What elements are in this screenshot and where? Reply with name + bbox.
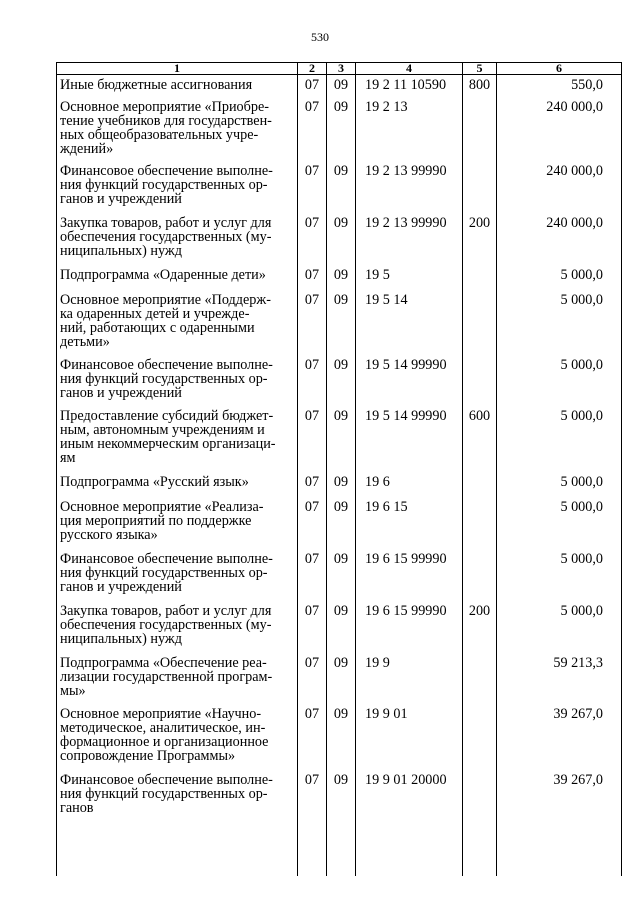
cell-subsection: 09	[327, 600, 356, 652]
cell-target-code: 19 5 14 99990	[356, 405, 463, 471]
cell-section: 07	[298, 703, 327, 769]
cell-subsection: 09	[327, 548, 356, 600]
cell-section: 07	[298, 289, 327, 354]
table-row	[57, 160, 622, 212]
table-row	[57, 703, 622, 769]
cell-expense-type: 800	[463, 75, 497, 97]
cell-subsection: 09	[327, 289, 356, 354]
cell-subsection: 09	[327, 212, 356, 264]
cell-section: 07	[298, 471, 327, 496]
cell-name: Основное мероприятие «Поддерж- ка одаренных детей и учрежде- ний, работающих с одаренными детьми»	[57, 289, 298, 354]
cell-section: 07	[298, 600, 327, 652]
cell-name: Основное мероприятие «Приобре- тение учебников для государствен- ных общеобразовательных учре- ждений»	[57, 96, 298, 160]
spacer-cell	[497, 836, 622, 876]
cell-expense-type	[463, 496, 497, 548]
table-row	[57, 600, 622, 652]
cell-name: Подпрограмма «Обеспечение реа- лизации государственной програм- мы»	[57, 652, 298, 703]
header-col-5: 5	[463, 63, 497, 75]
header-col-3: 3	[327, 63, 356, 75]
spacer-cell	[57, 836, 298, 876]
table-row	[57, 264, 622, 289]
cell-amount: 5 000,0	[497, 600, 622, 652]
cell-subsection: 09	[327, 703, 356, 769]
cell-target-code: 19 5 14	[356, 289, 463, 354]
table-spacer-row	[57, 836, 622, 876]
cell-name: Закупка товаров, работ и услуг для обеспечения государственных (му- ниципальных) нужд	[57, 212, 298, 264]
cell-amount: 5 000,0	[497, 471, 622, 496]
page-number: 530	[311, 30, 329, 44]
cell-expense-type	[463, 703, 497, 769]
cell-expense-type: 600	[463, 405, 497, 471]
cell-target-code: 19 2 13 99990	[356, 212, 463, 264]
table-row	[57, 548, 622, 600]
table-row	[57, 96, 622, 160]
table-row	[57, 354, 622, 405]
cell-section: 07	[298, 652, 327, 703]
cell-section: 07	[298, 160, 327, 212]
cell-amount: 5 000,0	[497, 264, 622, 289]
header-col-4: 4	[356, 63, 463, 75]
cell-target-code: 19 6 15 99990	[356, 600, 463, 652]
cell-name: Финансовое обеспечение выполне- ния функций государственных ор- ганов	[57, 769, 298, 836]
budget-table	[56, 62, 622, 876]
cell-amount: 240 000,0	[497, 212, 622, 264]
cell-expense-type	[463, 652, 497, 703]
cell-subsection: 09	[327, 652, 356, 703]
cell-subsection: 09	[327, 496, 356, 548]
cell-expense-type: 200	[463, 600, 497, 652]
cell-amount: 39 267,0	[497, 703, 622, 769]
cell-target-code: 19 5 14 99990	[356, 354, 463, 405]
cell-subsection: 09	[327, 354, 356, 405]
cell-name: Финансовое обеспечение выполне- ния функций государственных ор- ганов и учреждений	[57, 354, 298, 405]
cell-amount: 5 000,0	[497, 405, 622, 471]
table-body	[57, 75, 622, 877]
cell-subsection: 09	[327, 405, 356, 471]
cell-expense-type	[463, 264, 497, 289]
cell-section: 07	[298, 548, 327, 600]
header-row	[57, 63, 622, 75]
cell-subsection: 09	[327, 264, 356, 289]
cell-expense-type	[463, 160, 497, 212]
cell-target-code: 19 2 13	[356, 96, 463, 160]
cell-section: 07	[298, 405, 327, 471]
table-row	[57, 471, 622, 496]
cell-target-code: 19 2 13 99990	[356, 160, 463, 212]
cell-subsection: 09	[327, 769, 356, 836]
cell-amount: 550,0	[497, 75, 622, 97]
cell-name: Закупка товаров, работ и услуг для обеспечения государственных (му- ниципальных) нужд	[57, 600, 298, 652]
cell-expense-type	[463, 289, 497, 354]
cell-amount: 5 000,0	[497, 548, 622, 600]
cell-name: Финансовое обеспечение выполне- ния функций государственных ор- ганов и учреждений	[57, 160, 298, 212]
cell-amount: 5 000,0	[497, 354, 622, 405]
cell-expense-type	[463, 96, 497, 160]
cell-section: 07	[298, 496, 327, 548]
cell-amount: 5 000,0	[497, 496, 622, 548]
cell-section: 07	[298, 96, 327, 160]
cell-amount: 240 000,0	[497, 160, 622, 212]
cell-name: Финансовое обеспечение выполне- ния функций государственных ор- ганов и учреждений	[57, 548, 298, 600]
cell-target-code: 19 9 01 20000	[356, 769, 463, 836]
cell-name: Основное мероприятие «Реализа- ция мероприятий по поддержке русского языка»	[57, 496, 298, 548]
table-row	[57, 496, 622, 548]
cell-subsection: 09	[327, 75, 356, 97]
cell-section: 07	[298, 354, 327, 405]
header-col-1: 1	[57, 63, 298, 75]
cell-amount: 5 000,0	[497, 289, 622, 354]
spacer-cell	[463, 836, 497, 876]
cell-name: Основное мероприятие «Научно- методическое, аналитическое, ин- формационное и организационное сопровождение Программы»	[57, 703, 298, 769]
spacer-cell	[298, 836, 327, 876]
cell-expense-type: 200	[463, 212, 497, 264]
cell-expense-type	[463, 769, 497, 836]
cell-target-code: 19 6 15	[356, 496, 463, 548]
table-row	[57, 405, 622, 471]
cell-subsection: 09	[327, 160, 356, 212]
cell-target-code: 19 2 11 10590	[356, 75, 463, 97]
cell-target-code: 19 9 01	[356, 703, 463, 769]
cell-target-code: 19 6 15 99990	[356, 548, 463, 600]
cell-name: Подпрограмма «Русский язык»	[57, 471, 298, 496]
cell-amount: 240 000,0	[497, 96, 622, 160]
header-col-6: 6	[497, 63, 622, 75]
table-row	[57, 769, 622, 836]
header-col-2: 2	[298, 63, 327, 75]
spacer-cell	[327, 836, 356, 876]
cell-amount: 59 213,3	[497, 652, 622, 703]
spacer-cell	[356, 836, 463, 876]
cell-section: 07	[298, 264, 327, 289]
cell-name: Подпрограмма «Одаренные дети»	[57, 264, 298, 289]
table-row	[57, 212, 622, 264]
cell-expense-type	[463, 354, 497, 405]
table-row	[57, 289, 622, 354]
cell-section: 07	[298, 769, 327, 836]
cell-target-code: 19 6	[356, 471, 463, 496]
cell-name: Иные бюджетные ассигнования	[57, 75, 298, 97]
cell-target-code: 19 5	[356, 264, 463, 289]
cell-section: 07	[298, 75, 327, 97]
cell-target-code: 19 9	[356, 652, 463, 703]
table-row	[57, 75, 622, 97]
cell-amount: 39 267,0	[497, 769, 622, 836]
cell-subsection: 09	[327, 96, 356, 160]
cell-name: Предоставление субсидий бюджет- ным, автономным учреждениям и иным некоммерческим организаци- ям	[57, 405, 298, 471]
cell-section: 07	[298, 212, 327, 264]
cell-expense-type	[463, 548, 497, 600]
cell-subsection: 09	[327, 471, 356, 496]
cell-expense-type	[463, 471, 497, 496]
table-row	[57, 652, 622, 703]
